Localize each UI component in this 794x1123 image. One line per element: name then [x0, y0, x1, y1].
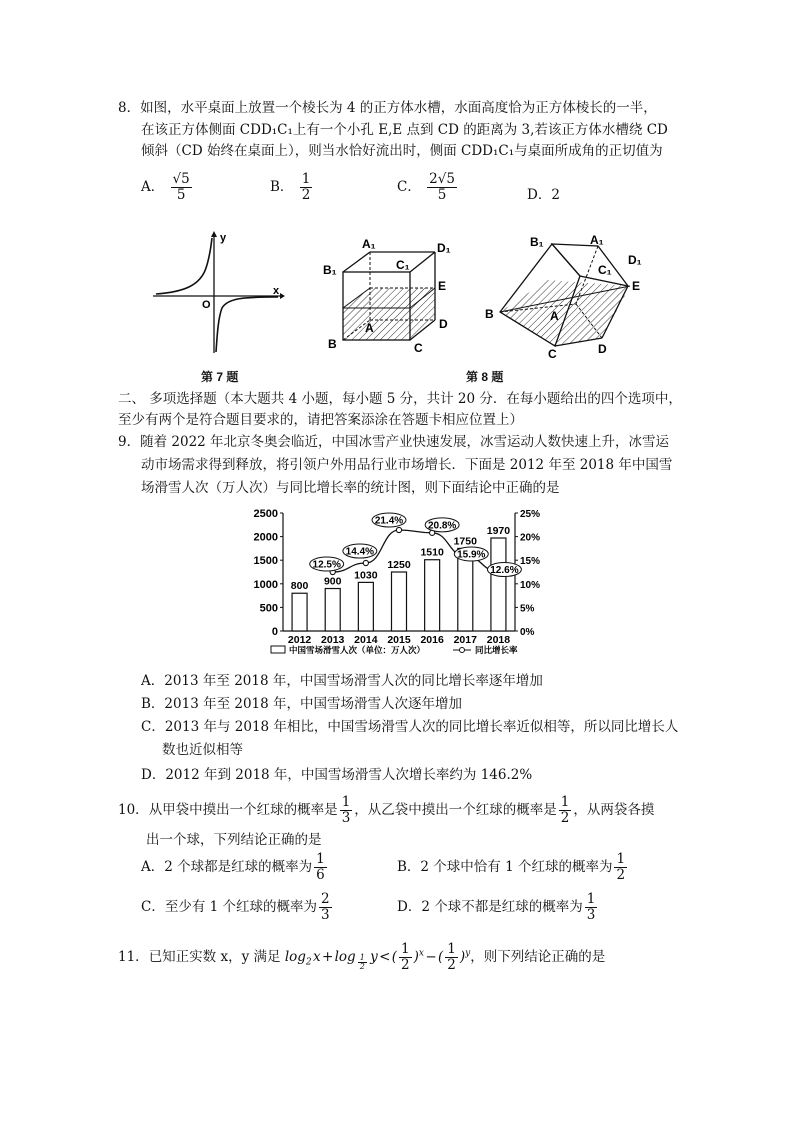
x-tick-label: 2016	[420, 634, 444, 646]
bar-value-label: 1970	[486, 525, 511, 538]
svg-text:E: E	[438, 279, 447, 293]
bar	[425, 560, 440, 631]
svg-text:A₁: A₁	[362, 237, 376, 251]
figure-8-cube-tilted	[480, 228, 650, 358]
bar-value-label: 900	[323, 575, 342, 588]
svg-text:B₁: B₁	[323, 263, 337, 277]
water-region	[343, 288, 435, 340]
fraction: $\frac{1}{3}$	[341, 794, 351, 826]
svg-text:C₁: C₁	[396, 258, 410, 272]
x-tick-label: 2015	[387, 634, 411, 646]
rate-label: 12.5%	[312, 559, 341, 571]
y2-tick-label: 0%	[520, 627, 535, 638]
q10-option-a: A．2 个球都是红球的概率为 $\frac{1}{6}$	[141, 851, 325, 883]
fraction: $\frac{1}{6}$	[316, 851, 325, 883]
rate-label: 21.4%	[374, 515, 404, 527]
rate-point	[396, 527, 401, 532]
chart-rate-line	[310, 513, 522, 577]
q8-line2: 在该正方体侧面 CDD₁C₁上有一个小孔 E,E 点到 CD 的距离为 3,若该正方体水槽绕 CD	[141, 122, 668, 138]
y-tick-label: 500	[259, 602, 278, 615]
q8-option-d: D．2	[527, 187, 560, 203]
ski-visits-chart	[243, 505, 553, 660]
q10-option-b: B．2 个球中恰有 1 个红球的概率为 $\frac{1}{2}$	[397, 851, 626, 883]
q9-option-c: C．2013 年与 2018 年相比，中国雪场滑雪人次的同比增长率近似相等，所以同比增长人	[141, 719, 679, 735]
y-tick-label: 2500	[253, 508, 278, 520]
legend-bar-swatch	[271, 646, 285, 653]
y2-tick-label: 10%	[520, 579, 541, 591]
x-tick-label: 2014	[354, 634, 378, 646]
fraction: $\frac{1}{3}$	[586, 891, 596, 923]
q9-option-c-cont: 数也近似相等	[162, 742, 243, 758]
fraction: $\frac{√5}{5}$	[172, 171, 190, 203]
q8-option-a: A． $\frac{√5}{5}$	[141, 171, 190, 203]
svg-text:D₁: D₁	[437, 241, 451, 255]
y2-tick-label: 15%	[520, 556, 541, 568]
fraction: $\frac{2√5}{5}$	[429, 171, 455, 203]
fraction: $\frac{2}{3}$	[321, 891, 330, 923]
q8-number: 8．	[118, 100, 141, 116]
x-tick-label: 2013	[321, 634, 345, 646]
legend-line-label: 同比增长率	[475, 645, 518, 655]
q8-option-b: B． $\frac{1}{2}$	[270, 171, 311, 203]
x-label: x	[273, 285, 280, 297]
bar	[491, 538, 506, 631]
svg-text:B: B	[485, 307, 494, 321]
q9-option-d: D．2012 年到 2018 年，中国雪场滑雪人次增长率约为 146.2%	[141, 767, 533, 783]
y2-tick-label: 25%	[520, 509, 541, 520]
svg-text:B₁: B₁	[530, 235, 544, 249]
q10-option-c: C．至少有 1 个红球的概率为 $\frac{2}{3}$	[141, 891, 330, 923]
bar	[392, 572, 407, 631]
q10-line2: 出一个球，下列结论正确的是	[146, 832, 322, 848]
bar-value-label: 1750	[453, 535, 477, 548]
rate-point	[363, 560, 368, 565]
y-tick-label: 0	[271, 626, 278, 638]
y-label: y	[220, 232, 227, 244]
q10-line1: 10．从甲袋中摸出一个红球的概率是 $\frac{1}{3}$ ，从乙袋中摸出一个红球的概率是 $\frac{1}{2}$ ，从两袋各摸	[118, 794, 655, 826]
svg-text:A₁: A₁	[590, 233, 604, 247]
svg-text:B: B	[328, 337, 337, 351]
section-2-line2: 至少有两个是符合题目要求的，请把答案添涂在答题卡相应位置上）	[118, 412, 523, 428]
curve-right	[216, 297, 278, 352]
bar-value-label: 1030	[354, 569, 378, 582]
rate-label: 14.4%	[345, 546, 375, 558]
q9-line2: 动市场需求得到释放，将引领户外用品行业市场增长．下面是 2012 年至 2018 年中国雪	[141, 457, 673, 473]
origin-label: O	[202, 299, 211, 311]
figure-7-graph	[148, 228, 288, 358]
q10-option-d: D．2 个球不都是红球的概率为 $\frac{1}{3}$	[397, 891, 596, 923]
bar	[358, 582, 373, 631]
rate-label: 12.6%	[490, 565, 519, 577]
svg-text:C₁: C₁	[598, 263, 612, 277]
curve-left	[156, 238, 212, 294]
svg-text:E: E	[632, 279, 641, 293]
bar-value-label: 800	[290, 580, 309, 593]
y-tick-label: 2000	[253, 531, 278, 544]
svg-text:C: C	[548, 347, 557, 358]
fraction: $\frac{1}{2}$	[560, 794, 570, 826]
rate-label: 20.8%	[427, 520, 457, 532]
bar-value-label: 1250	[387, 559, 411, 571]
chart-bars	[291, 525, 510, 631]
section-2-line1: 二、 多项选择题（本大题共 4 小题，每小题 5 分，共计 20 分．在每小题给出的四个选项中，	[118, 391, 682, 407]
fraction: $\frac{1}{2}$	[616, 851, 626, 883]
q9-line1: 9．随着 2022 年北京冬奥会临近，中国冰雪产业快速发展，冰雪运动人数快速上升，冰雪运	[118, 434, 670, 450]
svg-text:A: A	[550, 309, 559, 323]
svg-text:D₁: D₁	[628, 253, 642, 267]
q9-number: 9．	[118, 434, 141, 450]
q8-option-c: C． $\frac{2√5}{5}$	[397, 171, 455, 203]
bar	[292, 593, 307, 631]
legend-bar-label: 中国雪场滑雪人次（单位：万人次）	[289, 645, 426, 655]
legend-line-marker	[460, 648, 465, 653]
svg-text:D: D	[439, 317, 448, 331]
q9-option-a: A．2013 年至 2018 年，中国雪场滑雪人次的同比增长率逐年增加	[141, 673, 543, 689]
x-tick-label: 2018	[486, 634, 511, 646]
bar	[325, 589, 340, 631]
q9-line3: 场滑雪人次（万人次）与同比增长率的统计图，则下面结论中正确的是	[141, 480, 560, 496]
q8-line1: 8．如图，水平桌面上放置一个棱长为 4 的正方体水槽，水面高度恰为正方体棱长的一半，	[118, 100, 657, 116]
x-tick-label: 2012	[287, 634, 312, 646]
y-tick-label: 1000	[253, 578, 278, 591]
q9-option-b: B．2013 年至 2018 年，中国雪场滑雪人次逐年增加	[141, 696, 463, 712]
y2-tick-label: 5%	[520, 603, 535, 615]
figure-7-caption: 第 7 题	[201, 370, 239, 384]
svg-text:C: C	[414, 341, 423, 355]
q8-line3: 倾斜（CD 始终在桌面上），则当水恰好流出时，侧面 CDD₁C₁与桌面所成角的正切值为	[141, 143, 663, 159]
fraction: $\frac{1}{2}$	[301, 171, 311, 203]
svg-text:D: D	[598, 342, 607, 356]
figure-8-cube-upright	[318, 232, 468, 362]
y2-tick-label: 20%	[520, 532, 541, 544]
q11-formula: $\log_2$ x + log $_{\frac{1}{2}}$ y < ( $\frac{1}{2}$ )$^x$ − ( $\frac{1}{2}$ )$^y$	[284, 941, 471, 973]
q11-line1: 11．已知正实数 x，y 满足 $\log_2$ x + log $_{\frac{1}{2}}$ y < ( $\frac{1}{2}$ )$^x$ − ( $\frac{1}{2}$ )$^y$，则下列结论正确的是	[118, 941, 606, 973]
figure-8-caption: 第 8 题	[466, 370, 504, 384]
bar-value-label: 1510	[420, 546, 444, 559]
y-tick-label: 1500	[253, 555, 278, 568]
rate-label: 15.9%	[457, 549, 486, 561]
svg-text:A: A	[365, 321, 374, 335]
chart-legend	[271, 645, 518, 655]
x-tick-label: 2017	[453, 634, 477, 646]
